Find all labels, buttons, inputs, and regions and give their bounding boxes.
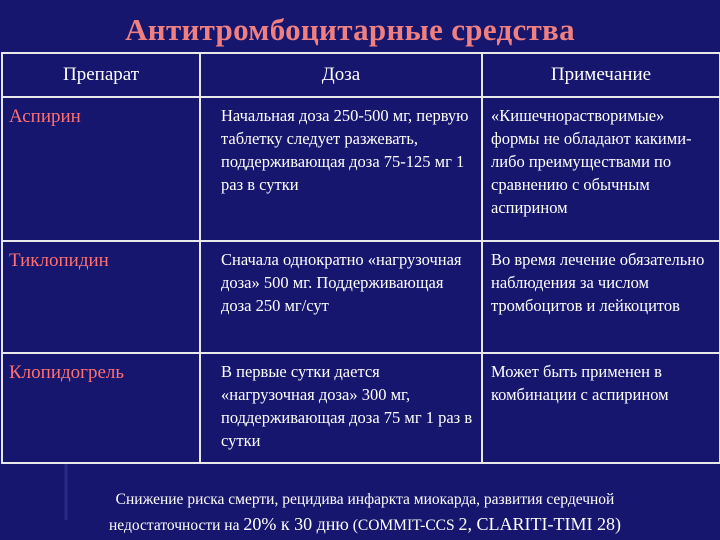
- dose-cell: Начальная доза 250-500 мг, первую таблетку следует разжевать, поддерживающая доза 75-125 мг 1 раз в сутки: [200, 97, 482, 241]
- note-cell: Во время лечение обязательно наблюдения за числом тромбоцитов и лейкоцитов: [482, 241, 720, 353]
- dose-cell: В первые сутки дается «нагрузочная доза» 300 мг, поддерживающая доза 75 мг 1 раз в сутки: [200, 353, 482, 463]
- drug-table: [1, 52, 720, 464]
- footer-line-2: [40, 512, 690, 538]
- note-cell: Может быть применен в комбинации с аспирином: [482, 353, 720, 463]
- dose-cell: Сначала однократно «нагрузочная доза» 500 мг. Поддерживающая доза 250 мг/сут: [200, 241, 482, 353]
- footer-line-1: Снижение риска смерти, рецидива инфаркта миокарда, развития сердечной: [115, 491, 615, 508]
- table-header-row: [2, 53, 720, 97]
- drug-name-cell: Тиклопидин: [2, 241, 200, 353]
- page-title: Антитромбоцитарные средства: [125, 12, 575, 47]
- column-header-dose: Доза: [200, 53, 482, 97]
- table-row: [2, 241, 720, 353]
- note-cell: «Кишечнорастворимые» формы не обладают какими-либо преимуществами по сравнению с обычным аспирином: [482, 97, 720, 241]
- footer-highlight: 20% к 30 дню: [243, 514, 349, 534]
- column-header-note: Примечание: [482, 53, 720, 97]
- column-header-drug: Препарат: [2, 53, 200, 97]
- table-row: [2, 97, 720, 241]
- footer-note: [40, 488, 690, 538]
- drug-name-cell: Аспирин: [2, 97, 200, 241]
- footer-text-a: недостаточности на: [109, 517, 244, 534]
- footer-trials: 2, CLARITI-TIMI 28): [458, 514, 621, 534]
- table-row: [2, 353, 720, 463]
- drug-name-cell: Клопидогрель: [2, 353, 200, 463]
- footer-text-c: (COMMIT-CCS: [348, 517, 459, 534]
